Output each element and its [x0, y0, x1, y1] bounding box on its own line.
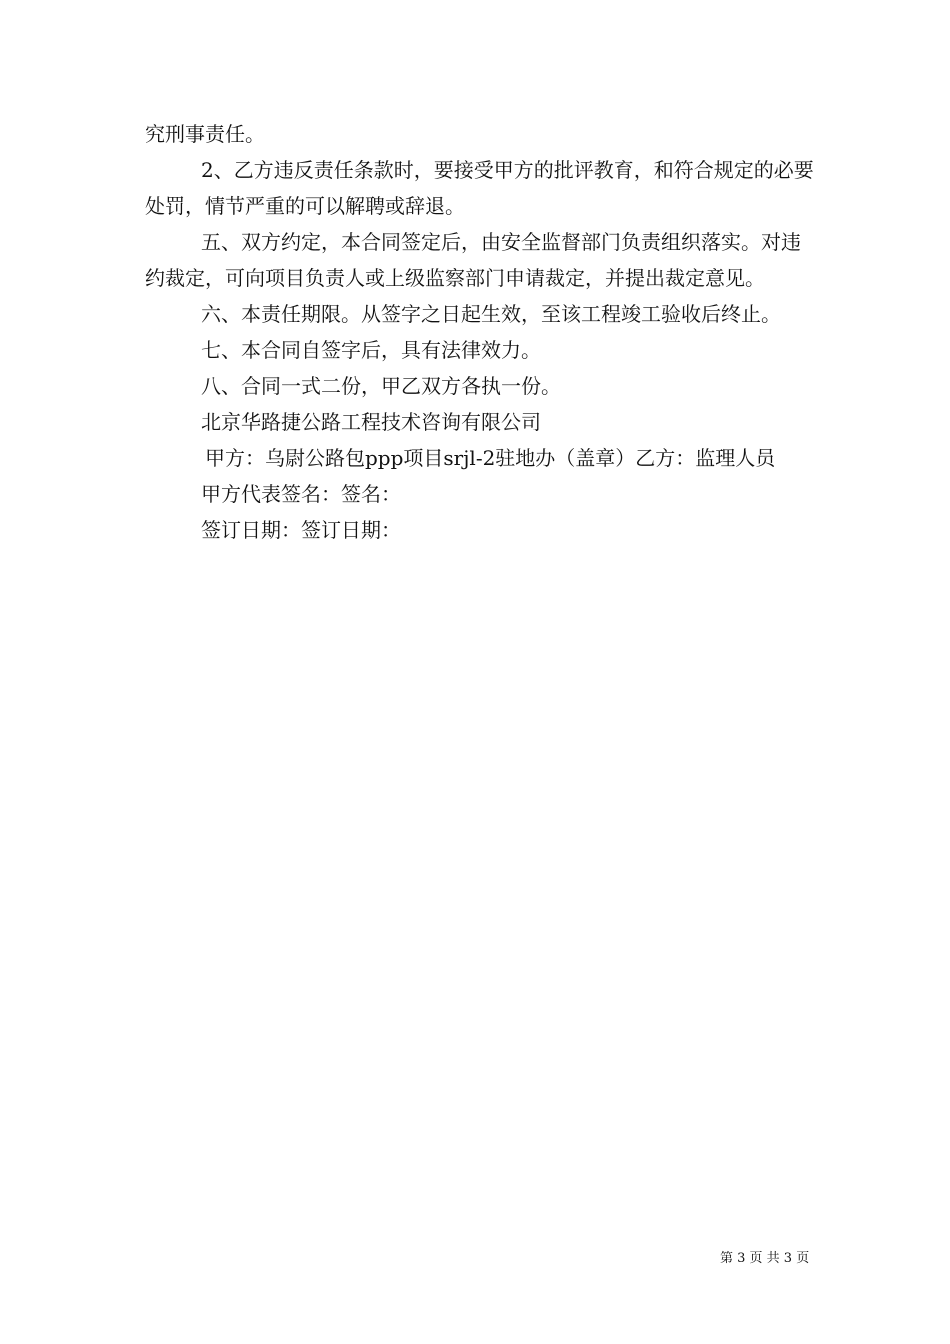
paragraph-clause-five: 五、双方约定，本合同签定后，由安全监督部门负责组织落实。对违约裁定，可向项目负责人或上级监察部门申请裁定，并提出裁定意见。: [145, 230, 801, 290]
signing-date-line: 签订日期：签订日期：: [201, 518, 401, 542]
paragraph-clause-six: 六、本责任期限。从签字之日起生效，至该工程竣工验收后终止。: [201, 302, 781, 326]
paragraph-clause-2: 2、乙方违反责任条款时，要接受甲方的批评教育，和符合规定的必要处罚，情节严重的可以解聘或辞退。: [145, 158, 814, 218]
party-line: 甲方：乌尉公路包ppp项目srjl-2驻地办（盖章）乙方：监理人员: [205, 446, 776, 470]
paragraph-clause-eight: 八、合同一式二份，甲乙双方各执一份。: [201, 374, 561, 398]
company-name: 北京华路捷公路工程技术咨询有限公司: [201, 410, 541, 434]
document-body: [145, 116, 815, 548]
paragraph-clause-seven: 七、本合同自签字后，具有法律效力。: [201, 338, 541, 362]
page-number-footer: 第 3 页 共 3 页: [720, 1251, 810, 1266]
signature-line: 甲方代表签名：签名：: [201, 482, 401, 506]
paragraph-continuation: 究刑事责任。: [145, 122, 265, 146]
